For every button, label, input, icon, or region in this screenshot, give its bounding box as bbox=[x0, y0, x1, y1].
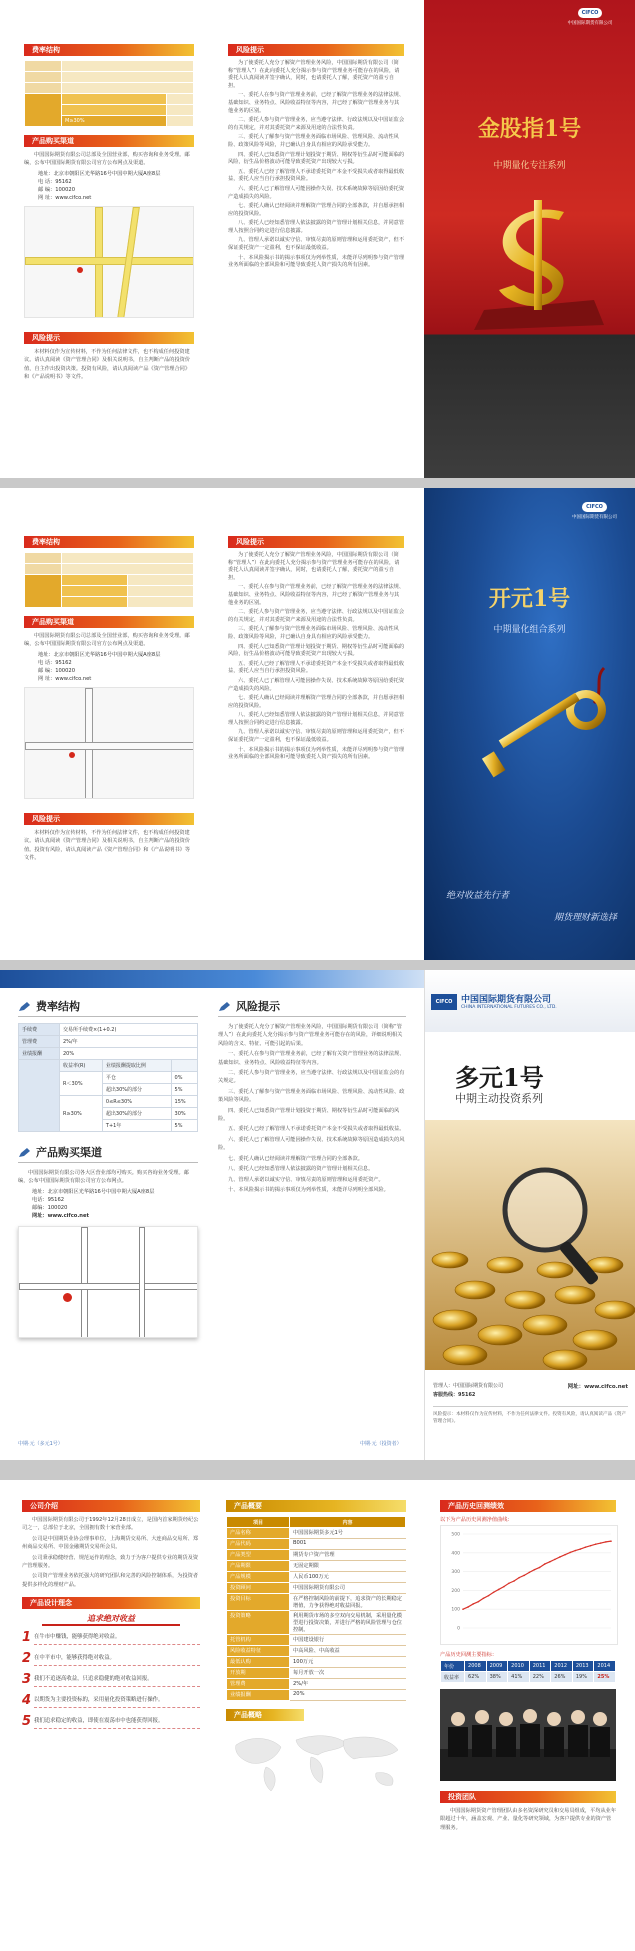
hotline-line: 客服热线：95162 bbox=[433, 1392, 476, 1398]
coins-magnifier-image bbox=[425, 1120, 635, 1370]
panel-separator bbox=[0, 1460, 635, 1480]
page-footer-left: 中期·元（多元1号） bbox=[18, 1441, 63, 1447]
nav-data-point bbox=[574, 1550, 576, 1552]
history-performance-header: 产品历史回测绩效 bbox=[440, 1500, 616, 1512]
website-line: 网址：www.cifco.net bbox=[567, 1384, 628, 1390]
contact-postcode: 邮 编：100020 bbox=[38, 667, 76, 674]
nav-data-point bbox=[508, 1582, 510, 1584]
column-header: 2012 bbox=[551, 1661, 573, 1672]
design-tag: 追求绝对收益 bbox=[42, 1613, 180, 1626]
nav-data-point bbox=[544, 1563, 546, 1565]
location-pin-icon bbox=[63, 1293, 72, 1302]
design-point: 5 我们追求稳定的收益，即使在震荡市中也能获得回报。 bbox=[22, 1714, 200, 1729]
risk-paragraph: 四、委托人已知悉资产管理计划投资于期货、期权等衍生品时可能面临的风险，衍生品价格波动可能导致委托资产出现较大亏损。 bbox=[228, 643, 405, 658]
y-tick-label: 200 bbox=[451, 1588, 460, 1594]
risk-header: 风险提示 bbox=[24, 332, 194, 344]
fee-table: M≥30% bbox=[24, 60, 194, 127]
buy-channel-text: 中国国际期货有限公司总部及全国营业部，购买咨询和业务受理。邮编，公布中国国际期货有限公司官方公布网点及渠道。 bbox=[24, 633, 190, 648]
nav-data-point bbox=[539, 1567, 541, 1569]
risk-paragraph: 为了使委托人充分了解资产管理业务风险，中国国际期货有限公司（简称“管理人”）在此向委托人充分揭示参与资产管理业务可能存在的风险，请委托人认真阅读并签字确认，同时，也请委托人了解，委托资产的盈亏自担。 bbox=[228, 60, 400, 89]
y-tick-label: 0 bbox=[457, 1626, 460, 1632]
risk-disclosure-header: 风险提示 bbox=[228, 536, 404, 548]
risk-paragraph: 六、委托人已了解管理人可能因操作失误、技术系统故障等原因给委托资产造成损失的风险。 bbox=[228, 185, 405, 200]
buy-channel-header: 产品购买渠道 bbox=[18, 1146, 198, 1163]
nav-data-point bbox=[488, 1595, 490, 1597]
chart-caption: 以下为产品历史回测净值曲线： bbox=[440, 1517, 513, 1523]
table-row: 开放期 每月开放一次 bbox=[227, 1668, 406, 1679]
cover-risk-note: 风险提示：本材料仅作为宣传材料，不作为任何法律文件。投资有风险，请认真阅读产品《资产管理合同》。 bbox=[433, 1406, 628, 1425]
cifco-logo: CIFCO 中国国际期货有限公司 bbox=[567, 10, 613, 26]
fee-table: 手续费 交易所手续费×(1+0.2) 管理费 2%/年 业绩报酬 20% 收益率(R) 业绩报酬提取比例 R＜30% 平仓 0% 超出30%的部分 5% R≥30% 0≤R≤30% 15% 超出30%的部分 30% T+1年 5% bbox=[18, 1023, 198, 1132]
design-point: 3 我们不追逐高收益，只追求稳健的绝对收益回报。 bbox=[22, 1672, 200, 1687]
panel4-middle-column bbox=[226, 1500, 406, 1951]
manager-line: 管理人：中国国际期货有限公司 bbox=[433, 1383, 504, 1389]
column-header: 2010 bbox=[508, 1661, 530, 1672]
company-intro-paragraph: 公司秉承稳健经营、规范运作的理念，致力于为客户提供专业的期货及资产管理服务。 bbox=[22, 1554, 199, 1570]
company-name: 中国国际期货有限公司 bbox=[461, 995, 552, 1005]
cover-subtitle: 中期主动投资系列 bbox=[455, 1092, 543, 1105]
contact-phone: 电 话：95162 bbox=[38, 659, 72, 666]
pencil-icon bbox=[218, 1001, 231, 1012]
company-intro-paragraph: 公司是中国期货业协会理事单位，上海期货交易所、大连商品交易所、郑州商品交易所、中国金融期货交易所会员。 bbox=[22, 1535, 199, 1551]
page-footer-right: 中期·元（投资者） bbox=[360, 1441, 402, 1447]
risk-paragraph: 三、委托人了解参与资产管理业务面临市场风险、管理风险、流动性风险、政策风险等风险，并已确认自身具有相应的风险承受能力。 bbox=[228, 134, 399, 148]
nav-data-point bbox=[569, 1552, 571, 1554]
nav-data-point bbox=[585, 1546, 587, 1548]
stats-table bbox=[440, 1660, 616, 1683]
contact-block bbox=[32, 1188, 198, 1220]
risk-paragraph: 一、委托人在参与资产管理业务前，已经了解有关资产管理业务的法律法规、基础知识、业务特点、风险收益特征等内容。 bbox=[218, 1051, 405, 1066]
panel4-left-column bbox=[22, 1500, 200, 1951]
panel-separator bbox=[0, 478, 635, 488]
table-row: 业绩报酬 20% bbox=[227, 1690, 406, 1701]
buy-channel-text: 中国国际期货有限公司总部及全国营业部，购买咨询和业务受理。邮编，公布中国国际期货有限公司官方公布网点及渠道。 bbox=[24, 152, 190, 167]
cover-subtitle: 中期量化组合系列 bbox=[493, 625, 566, 635]
contact-phone: 电话：95162 bbox=[32, 1196, 65, 1203]
nav-data-point bbox=[610, 1540, 612, 1542]
nav-data-point bbox=[462, 1608, 464, 1610]
pencil-icon bbox=[18, 1001, 31, 1012]
nav-line-chart bbox=[440, 1525, 618, 1645]
risk-paragraph: 十、本风险揭示书的揭示事项仅为列举性质，未能详尽列明参与资产管理业务所面临的全部风险和可能导致委托人资产损失的所有因素。 bbox=[228, 254, 405, 269]
risk-paragraph: 八、委托人已经知悉管理人依法披露的资产管理计划相关信息，并同意管理人按照合同约定进行信息披露。 bbox=[228, 712, 405, 726]
pencil-icon bbox=[18, 1147, 31, 1158]
table-row: 管理费 2%/年 bbox=[227, 1679, 406, 1690]
buy-channel-header: 产品购买渠道 bbox=[24, 616, 194, 628]
table-row: 产品名称 中国国际期货多元1号 bbox=[227, 1528, 406, 1539]
nav-data-point bbox=[472, 1603, 474, 1605]
nav-data-point bbox=[518, 1577, 520, 1579]
nav-data-point bbox=[554, 1559, 556, 1561]
brochure-panel-4 bbox=[0, 1480, 635, 1951]
cover-title: 开元1号 bbox=[488, 586, 571, 612]
investment-team-header: 投资团队 bbox=[440, 1791, 616, 1803]
cover-subtitle: 中期量化专注系列 bbox=[493, 161, 566, 171]
panel2-left-column bbox=[24, 488, 194, 960]
nav-data-point bbox=[523, 1575, 525, 1577]
company-intro-paragraph: 中国国际期货有限公司于1992年12月28日成立，是国内首家期货经纪公司之一，总部位于北京，全国拥有数十家营业部。 bbox=[22, 1517, 199, 1532]
location-map bbox=[18, 1226, 198, 1338]
golden-key-icon bbox=[454, 658, 624, 808]
contact-postcode: 邮编：100020 bbox=[32, 1204, 68, 1211]
risk-paragraph: 一、委托人在参与资产管理业务前，已经了解资产管理业务的法律法规、基础知识、业务特点、风险收益特征等内容，并已经了解资产管理业务与其他业务的区别。 bbox=[228, 584, 405, 606]
nav-data-point bbox=[467, 1606, 469, 1608]
nav-data-point bbox=[483, 1597, 485, 1599]
column-header: 2009 bbox=[486, 1661, 508, 1672]
risk-paragraph: 八、委托人已经知悉管理人依法披露的资产管理计划相关信息。 bbox=[228, 1166, 374, 1173]
cover-kaiyuan bbox=[424, 488, 635, 960]
panel2-middle-column bbox=[228, 488, 404, 960]
brochure-panel-1 bbox=[0, 0, 635, 478]
panel3-left-column bbox=[18, 1000, 198, 1460]
y-tick-label: 500 bbox=[451, 1532, 460, 1538]
nav-data-point bbox=[503, 1586, 505, 1588]
risk-disclosure-header: 风险提示 bbox=[228, 44, 404, 56]
risk-paragraph: 一、委托人在参与资产管理业务前，已经了解资产管理业务的法律法规、基础知识、业务特点、风险收益特征等内容，并已经了解资产管理业务与其他业务的区别。 bbox=[228, 92, 405, 114]
stats-caption: 产品历史回测主要指标： bbox=[440, 1652, 498, 1658]
design-point: 1 在牛市中赚钱，能够获得绝对收益。 bbox=[22, 1630, 200, 1645]
gold-dollar-sign-icon bbox=[464, 190, 614, 330]
table-row: 产品类型 期货专户资产管理 bbox=[227, 1550, 406, 1561]
table-row: 产品规模 人民币100万元 bbox=[227, 1572, 406, 1583]
column-header: 2008 bbox=[465, 1661, 487, 1672]
risk-paragraph: 二、委托人参与资产管理业务，应当遵守法律、行政法规以及中国证监会的有关规定。 bbox=[218, 1070, 405, 1085]
cover-duoyuan bbox=[424, 970, 635, 1460]
risk-paragraph: 九、管理人承诺以诚实守信、审慎尽责的原则管理和运用委托资产，但不保证委托资产一定盈利，也不保证最低收益。 bbox=[228, 237, 405, 252]
column-header: 年份 bbox=[441, 1661, 465, 1672]
cifco-logo: CIFCO 中国国际期货有限公司 bbox=[572, 504, 617, 520]
contact-block bbox=[38, 170, 194, 202]
location-map bbox=[24, 206, 194, 318]
risk-paragraph: 四、委托人已知悉资产管理计划投资于期货、期权等衍生品时可能面临的风险，衍生品价格波动可能导致委托资产出现较大亏损。 bbox=[228, 151, 405, 166]
nav-data-point bbox=[559, 1556, 561, 1558]
fee-table bbox=[24, 552, 194, 608]
risk-paragraph: 二、委托人参与资产管理业务，应当遵守法律、行政法规以及中国证监会的有关规定，并对其委托资产来源及用途的合法性负责。 bbox=[228, 609, 405, 623]
nav-data-point bbox=[549, 1561, 551, 1563]
column-header: 2014 bbox=[594, 1661, 616, 1672]
table-row: 收益率 62% 38% 41% 22% 26% 19% 25% bbox=[441, 1672, 616, 1683]
nav-data-point bbox=[498, 1589, 500, 1591]
table-row: 投资目标 在严格控制风险的前提下，追求资产的长期稳定增值，力争获得绝对收益回报。 bbox=[227, 1594, 406, 1611]
panel1-left-column bbox=[24, 0, 194, 478]
y-tick-label: 100 bbox=[451, 1607, 460, 1613]
contact-address: 地址：北京市朝阳区光华路16号中国中期大厦A座8层 bbox=[38, 170, 161, 177]
risk-paragraph: 三、委托人了解参与资产管理业务面临市场风险、管理风险、流动性风险、政策风险等风险，并已确认自身具有相应的风险承受能力。 bbox=[228, 626, 399, 640]
world-map-image bbox=[226, 1725, 406, 1795]
cifco-logo: CIFCO bbox=[431, 994, 457, 1010]
fee-header: 费率结构 bbox=[18, 1000, 198, 1017]
risk-paragraph: 七、委托人确认已经阅读并理解资产管理合同的全部条款。 bbox=[228, 1155, 363, 1162]
cover-title: 金股指1号 bbox=[477, 116, 582, 142]
location-pin-icon bbox=[69, 752, 75, 758]
team-photo-image bbox=[440, 1689, 616, 1781]
nav-data-point bbox=[564, 1554, 566, 1556]
risk-paragraph: 七、委托人确认已经阅读并理解资产管理合同的全部条款，并自愿承担相应的投资风险。 bbox=[228, 203, 405, 217]
fee-header: 费率结构 bbox=[24, 44, 194, 56]
risk-header: 风险提示 bbox=[24, 813, 194, 825]
brochure-panel-2 bbox=[0, 488, 635, 960]
table-row: 托管机构 中国建设银行 bbox=[227, 1635, 406, 1646]
location-map bbox=[24, 687, 194, 799]
column-header: 内容 bbox=[290, 1517, 406, 1528]
panel-separator bbox=[0, 960, 635, 970]
risk-text: 本材料仅作为宣传材料，不作为任何法律文件，也不构成任何投资建议。请认真阅读《资产管理合同》及相关说明书，自主判断产品的投资价值。投资有风险，请认真阅读产品《资产管理合同》和《产品说明书》等文件。 bbox=[24, 829, 191, 862]
risk-paragraph: 七、委托人确认已经阅读并理解资产管理合同的全部条款，并自愿承担相应的投资风险。 bbox=[228, 695, 405, 709]
nav-data-point bbox=[478, 1601, 480, 1603]
table-row: 产品代码 B001 bbox=[227, 1539, 406, 1550]
contact-postcode: 邮 编：100020 bbox=[38, 186, 76, 193]
product-summary-header: 产品概要 bbox=[226, 1500, 406, 1512]
risk-paragraph: 八、委托人已经知悉管理人依法披露的资产管理计划相关信息，并同意管理人按照合同约定进行信息披露。 bbox=[228, 220, 405, 234]
contact-website: 网 址：www.cifco.net bbox=[38, 194, 92, 201]
y-tick-label: 300 bbox=[451, 1570, 460, 1576]
risk-paragraph: 三、委托人了解参与资产管理业务面临市场风险、管理风险、流动性风险、政策风险等风险。 bbox=[218, 1088, 405, 1104]
column-header: 项目 bbox=[227, 1517, 290, 1528]
risk-paragraph: 六、委托人已了解管理人可能因操作失误、技术系统故障等原因造成损失的风险。 bbox=[218, 1136, 405, 1152]
nav-data-point bbox=[513, 1580, 515, 1582]
panel3-middle-column bbox=[218, 1000, 406, 1460]
investment-team-text: 中国国际期货资产管理团队由多名资深研究员和交易员组成，平均从业年限超过十年，涵盖宏观、产业、量化等研究领域，为客户提供专业的资产管理服务。 bbox=[440, 1808, 617, 1831]
contact-address: 地址：北京市朝阳区光华路16号中国中期大厦A座8层 bbox=[32, 1188, 155, 1195]
risk-paragraph: 六、委托人已了解管理人可能因操作失误、技术系统故障等原因给委托资产造成损失的风险。 bbox=[228, 677, 405, 692]
nav-data-point bbox=[529, 1572, 531, 1574]
panel1-middle-column bbox=[228, 0, 404, 478]
table-row: 风险收益特征 中高风险、中高收益 bbox=[227, 1646, 406, 1657]
buy-channel-text: 中国国际期货有限公司各大区营业部均可购买。购买咨询业务受理。邮编，公布中国国际期货有限公司官方公布网点。 bbox=[18, 1170, 189, 1185]
contact-phone: 电 话：95162 bbox=[38, 178, 72, 185]
risk-header: 风险提示 bbox=[218, 1000, 406, 1017]
risk-paragraph: 五、委托人已经了解管理人不承诺委托资产本金不受损失或者取得最低收益，委托人应当自行承担投资风险。 bbox=[228, 168, 405, 183]
risk-paragraph: 二、委托人参与资产管理业务，应当遵守法律、行政法规以及中国证监会的有关规定，并对其委托资产来源及用途的合法性负责。 bbox=[228, 117, 405, 131]
risk-paragraph: 九、管理人承诺以诚实守信、审慎尽责的原则管理和运用委托资产。 bbox=[228, 1176, 384, 1183]
product-outline-header: 产品概略 bbox=[226, 1709, 304, 1721]
risk-paragraph: 为了使委托人充分了解资产管理业务风险，中国国际期货有限公司（简称“管理人”）在此向委托人充分揭示参与资产管理业务可能存在的风险，请委托人认真阅读并签字确认，同时，也请委托人了解，委托资产的盈亏自担。 bbox=[228, 552, 400, 581]
cover-jin-guzhi bbox=[424, 0, 635, 478]
column-header: 2013 bbox=[572, 1661, 594, 1672]
nav-series-line bbox=[463, 1541, 611, 1609]
blue-top-band bbox=[0, 970, 424, 988]
table-row: 产品期限 无固定期限 bbox=[227, 1561, 406, 1572]
buy-channel-header: 产品购买渠道 bbox=[24, 135, 194, 147]
risk-paragraph: 五、委托人已经了解管理人不承诺委托资产本金不受损失或者取得最低收益。 bbox=[228, 1126, 405, 1133]
contact-block bbox=[38, 651, 194, 683]
company-intro-header: 公司介绍 bbox=[22, 1500, 200, 1512]
contact-website: 网 址：www.cifco.net bbox=[38, 675, 92, 682]
panel4-right-column bbox=[440, 1500, 616, 1951]
nav-data-point bbox=[534, 1569, 536, 1571]
risk-text: 本材料仅作为宣传材料，不作为任何法律文件，也不构成任何投资建议。请认真阅读《资产管理合同》及相关说明书，自主判断产品的投资价值，自主作出投资决策。投资有风险，请认真阅读产品《资产管理合同》和《产品说明书》等文件。 bbox=[24, 348, 191, 381]
risk-paragraph: 十、本风险揭示书的揭示事项仅为列举性质，未能详尽列明全部风险。 bbox=[228, 1186, 389, 1193]
table-row: 投资策略 利用期货市场的多空双向交易机制，采用量化模型进行投资决策，并进行严格的风险管理与仓位控制。 bbox=[227, 1611, 406, 1635]
nav-data-point bbox=[493, 1591, 495, 1593]
table-row: 投资顾问 中国国际期货有限公司 bbox=[227, 1583, 406, 1594]
slogan-line-2: 期货理财新选择 bbox=[553, 913, 617, 923]
table-row: 最低认购 100万元 bbox=[227, 1657, 406, 1668]
location-pin-icon bbox=[77, 267, 83, 273]
risk-paragraph: 为了使委托人充分了解资产管理业务风险，中国国际期货有限公司（简称“管理人”）在此向委托人充分揭示参与资产管理业务可能存在的风险，详细说明相关风险的含义、特征、可能引起的后果。 bbox=[218, 1024, 403, 1047]
nav-data-point bbox=[600, 1542, 602, 1544]
nav-data-point bbox=[580, 1548, 582, 1550]
design-point: 2 在中平市中，能够获得绝对收益。 bbox=[22, 1651, 200, 1666]
column-header: 2011 bbox=[529, 1661, 551, 1672]
nav-data-point bbox=[605, 1541, 607, 1543]
risk-paragraph: 十、本风险揭示书的揭示事项仅为列举性质，未能详尽列明参与资产管理业务所面临的全部风险和可能导致委托人资产损失的所有因素。 bbox=[228, 746, 405, 761]
contact-address: 地址：北京市朝阳区光华路16号中国中期大厦A座8层 bbox=[38, 651, 161, 658]
design-concept-header: 产品设计理念 bbox=[22, 1597, 200, 1609]
cover-title: 多元1号 bbox=[455, 1063, 544, 1092]
risk-paragraph: 四、委托人已知悉资产管理计划投资于期货、期权等衍生品时可能面临的风险。 bbox=[218, 1107, 400, 1123]
contact-website: 网址：www.cifco.net bbox=[32, 1212, 89, 1219]
slogan-line-1: 绝对收益先行者 bbox=[446, 891, 510, 901]
risk-paragraph: 五、委托人已经了解管理人不承诺委托资产本金不受损失或者取得最低收益，委托人应当自行承担投资风险。 bbox=[228, 660, 405, 675]
nav-data-point bbox=[590, 1545, 592, 1547]
brochure-panel-3 bbox=[0, 970, 635, 1460]
fee-header: 费率结构 bbox=[24, 536, 194, 548]
company-name-en: CHINA INTERNATIONAL FUTURES CO., LTD. bbox=[461, 1005, 557, 1010]
nav-data-point bbox=[595, 1543, 597, 1545]
product-summary-table bbox=[226, 1516, 406, 1701]
design-point: 4 以期货为主要投资标的，采用量化投资策略进行操作。 bbox=[22, 1693, 200, 1708]
y-tick-label: 400 bbox=[451, 1551, 460, 1557]
company-intro-paragraph: 公司资产管理业务依托强大的研究团队和完善的风险控制体系，为投资者提供多样化的理财产品。 bbox=[22, 1573, 199, 1588]
risk-paragraph: 九、管理人承诺以诚实守信、审慎尽责的原则管理和运用委托资产，但不保证委托资产一定盈利，也不保证最低收益。 bbox=[228, 729, 405, 744]
